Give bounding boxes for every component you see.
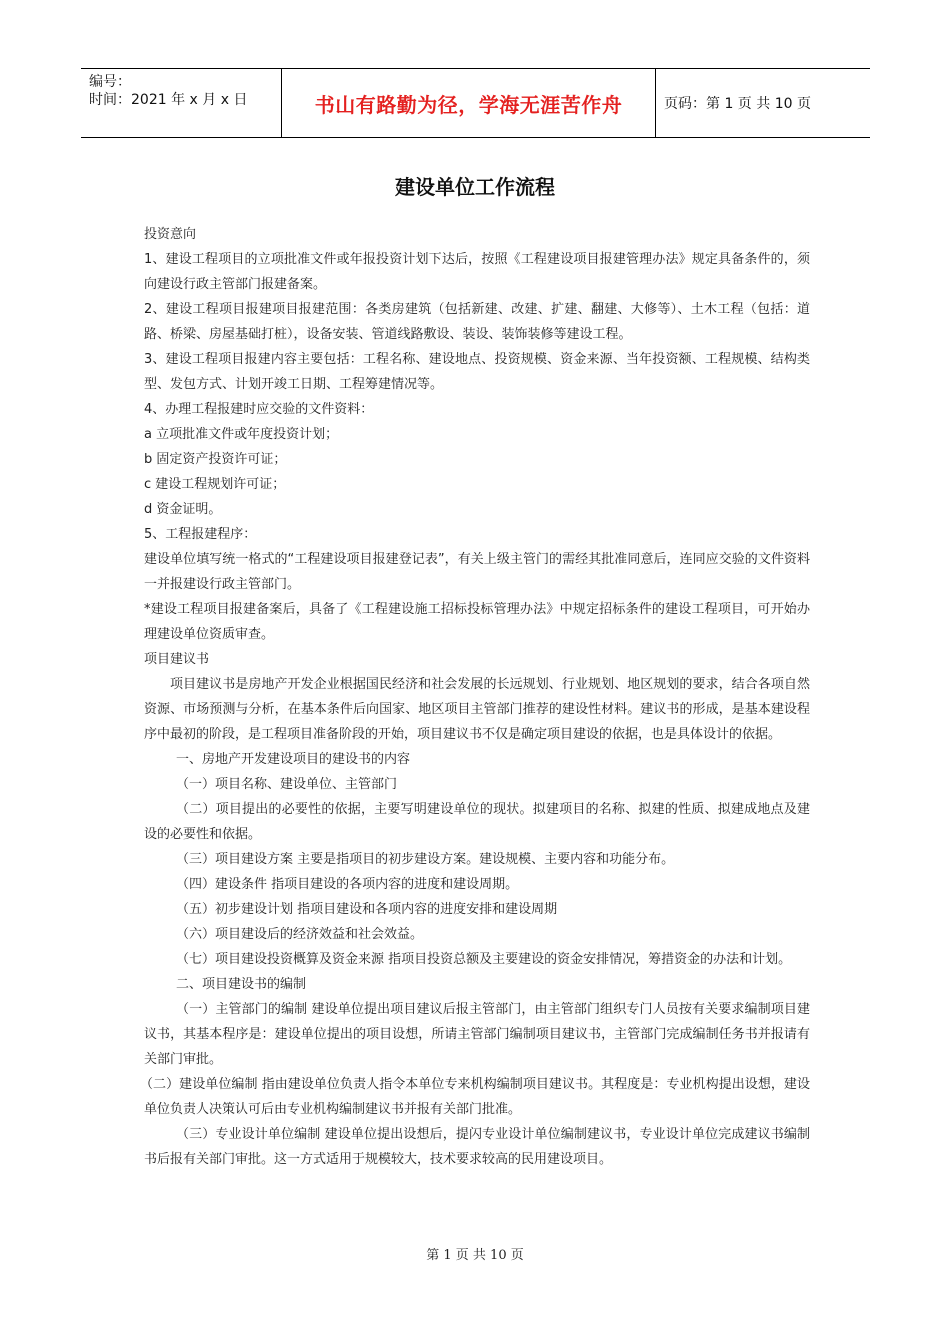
paragraph: 一、房地产开发建设项目的建设书的内容 — [176, 752, 411, 767]
header-meta — [81, 69, 282, 137]
document-number-label: 编号： — [89, 74, 131, 90]
page-header — [81, 68, 870, 138]
paragraph: （五）初步建设计划 指项目建设和各项内容的进度安排和建设周期 — [176, 902, 558, 917]
header-motto: 书山有路勤为径，学海无涯苦作舟 — [282, 69, 656, 137]
page-footer: 第 1 页 共 10 页 — [426, 1248, 524, 1263]
paragraph: （一）主管部门的编制 建设单位提出项目建议后报主管部门，由主管部门组织专门人员按有关要求编制项目建议书，其基本程序是：建设单位提出的项目设想，所请主管部门编制项目建议书，主管部门完成编制任务书并报请有关部门审批。 — [144, 1002, 810, 1067]
paragraph: （六）项目建设后的经济效益和社会效益。 — [176, 927, 424, 942]
paragraph: 投资意向 — [144, 227, 197, 242]
paragraph: 二、项目建设书的编制 — [176, 977, 307, 992]
paragraph: （三）项目建设方案 主要是指项目的初步建设方案。建设规模、主要内容和功能分布。 — [176, 852, 675, 867]
paragraph: b 固定资产投资许可证； — [144, 452, 287, 467]
paragraph: （二）建设单位编制 指由建设单位负责人指令本单位专来机构编制项目建议书。其程度是：专业机构提出设想，建设单位负责人决策认可后由专业机构编制建议书并报有关部门批准。 — [140, 1077, 810, 1117]
document-title: 建设单位工作流程 — [395, 175, 555, 199]
paragraph: d 资金证明。 — [144, 502, 222, 517]
paragraph: （一）项目名称、建设单位、主管部门 — [176, 777, 398, 792]
paragraph: 2、建设工程项目报建项目报建范围：各类房建筑（包括新建、改建、扩建、翻建、大修等）、土木工程（包括：道路、桥梁、房屋基础打桩），设备安装、管道线路敷设、装设、装饰装修等建设工程。 — [144, 302, 810, 342]
paragraph: 4、办理工程报建时应交验的文件资料： — [144, 402, 374, 417]
paragraph: （二）项目提出的必要性的依据，主要写明建设单位的现状。拟建项目的名称、拟建的性质、拟建成地点及建设的必要性和依据。 — [144, 802, 810, 842]
paragraph: *建设工程项目报建备案后，具备了《工程建设施工招标投标管理办法》中规定招标条件的建设工程项目，可开始办理建设单位资质审查。 — [144, 602, 810, 642]
header-page-info: 页码：第 1 页 共 10 页 — [664, 96, 811, 112]
paragraph: （四）建设条件 指项目建设的各项内容的进度和建设周期。 — [176, 877, 519, 892]
paragraph: 3、建设工程项目报建内容主要包括：工程名称、建设地点、投资规模、资金来源、当年投资额、工程规模、结构类型、发包方式、计划开竣工日期、工程筹建情况等。 — [144, 352, 810, 392]
paragraph: 项目建议书 — [144, 652, 210, 667]
document-date: 时间：2021 年 x 月 x 日 — [89, 92, 248, 108]
paragraph: （七）项目建设投资概算及资金来源 指项目投资总额及主要建设的资金安排情况，筹措资金的办法和计划。 — [176, 952, 792, 967]
paragraph: 建设单位填写统一格式的“工程建设项目报建登记表”，有关上级主管门的需经其批准同意后，连同应交验的文件资料一并报建设行政主管部门。 — [144, 552, 810, 592]
paragraph: c 建设工程规划许可证； — [144, 477, 286, 492]
paragraph: （三）专业设计单位编制 建设单位提出设想后，提闪专业设计单位编制建议书，专业设计单位完成建议书编制书后报有关部门审批。这一方式适用于规模较大，技术要求较高的民用建设项目。 — [144, 1127, 810, 1167]
document-body — [140, 222, 810, 1172]
paragraph: 项目建议书是房地产开发企业根据国民经济和社会发展的长远规划、行业规划、地区规划的要求，结合各项自然资源、市场预测与分析，在基本条件后向国家、地区项目主管部门推荐的建设性材料。建议书的形成，是基本建设程序中最初的阶段，是工程项目准备阶段的开始，项目建议书不仅是确定项目建设的依据，也是具体设计的依据。 — [144, 677, 810, 742]
paragraph: 5、工程报建程序： — [144, 527, 257, 542]
paragraph: a 立项批准文件或年度投资计划； — [144, 427, 339, 442]
paragraph: 1、建设工程项目的立项批准文件或年报投资计划下达后，按照《工程建设项目报建管理办法》规定具备条件的，须向建设行政主管部门报建备案。 — [144, 252, 810, 292]
